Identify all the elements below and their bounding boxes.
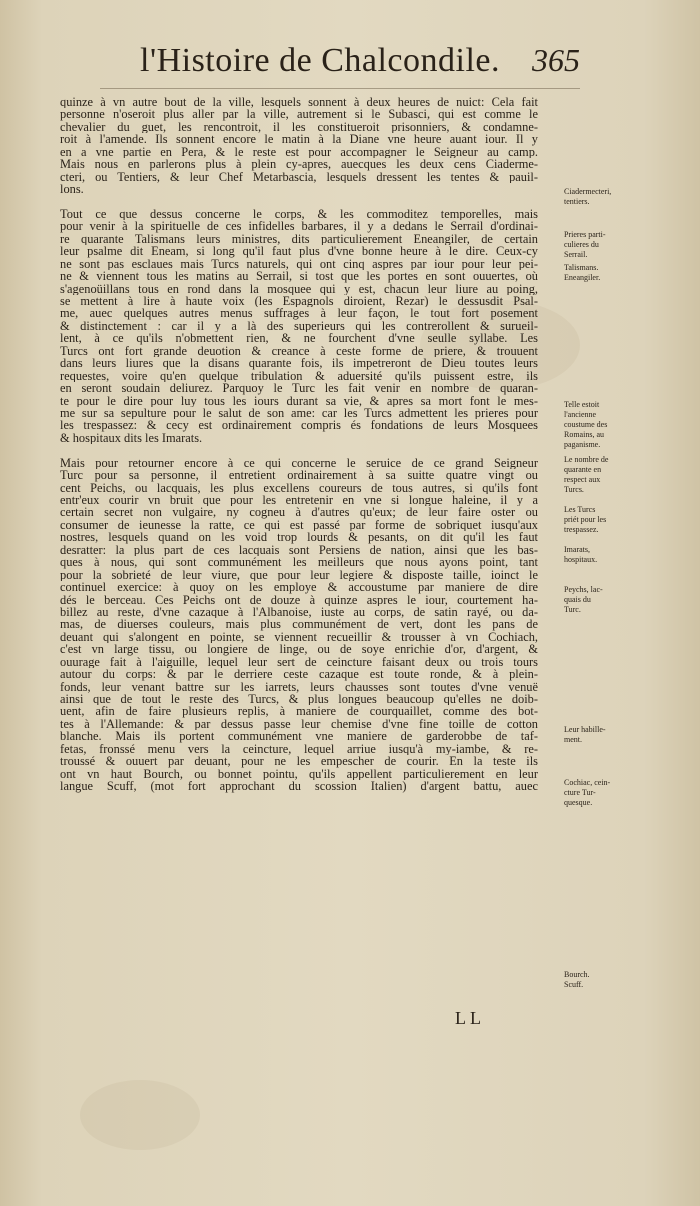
text-line: pour venir à la spirituelle de ces infidelles barbares, il y a dedans le Serrail d'ordinai- [60,220,538,233]
margin-note-line: Turcs. [564,485,584,494]
margin-note-line: Scuff. [564,980,584,989]
text-line: me, auec quelques autres menus suffrages à leur façon, le tout fort posement [60,307,538,320]
body-text [60,96,538,793]
text-line: desratter: la plus part de ces lacquais sont Persiens de nation, ainsi que les bas- [60,543,538,557]
text-line: lons. [60,183,84,196]
signature-mark: LL [455,1008,485,1028]
text-line: billez au reste, d'vne cazaque à l'Albanoise, iuste au corps, de satin rayé, ou da- [60,605,538,619]
text-line: ainsi que de tout le reste des Turcs, & plus longues beaucoup qu'elles ne doib- [60,693,538,706]
margin-note-line: respect aux [564,475,601,484]
margin-note-line: cture Tur- [564,788,596,797]
margin-note-line: Leur habille- [564,725,606,734]
margin-note-line: Les Turcs [564,505,596,514]
text-line: ne sont pas esclaues mais Turcs naturels, qui ont cinq aspres par iour pour leur pei- [60,257,538,271]
margin-note-line: culieres du [564,240,599,249]
margin-note-line: Ciadermecteri, [564,187,612,196]
text-line: autour du corps: & par le derriere ceste cazaque est toute ronde, & à plein- [60,668,538,681]
text-line: Mais nous en parlerons plus à plein cy-apres, auecques les deux cens Ciaderme- [60,158,538,171]
margin-note-line: quais du [564,595,591,604]
text-line: leur psalme dit Eneam, si long qu'il faut plus d'vne bonne heure à le dire. Ceux-cy [60,245,538,258]
text-line: tes à l'Allemande: & par dessus passe leur chemise d'vne fine toille de cotton [60,717,538,731]
text-line: Mais pour retourner encore à ce qui concerne le seruice de ce grand Seigneur [60,456,538,470]
text-line: ne & viennent tous les matins au Serrail, si tost que les portes en sont ouuertes, où [60,270,538,283]
margin-note-line: Prieres parti- [564,230,606,239]
margin-note-line: Serrail. [564,250,588,259]
margin-note [564,725,636,745]
page-number: 365 [532,42,580,78]
text-line: les trespassez: & cecy est ordinairement compris és fondations de leurs Mosquees [60,419,538,432]
text-line: quinze à vn autre bout de la ville, lesquels sonnent à deux heures de nuict: Cela fait [60,96,538,109]
margin-note [564,230,636,260]
text-line: cteri, ou Tentiers, & leur Chef Metarbascia, lesquels dressent les tentes & pauil- [60,170,538,184]
text-line: lent, à ce qu'ils n'obmettent rien, & ne fourchent d'vne seulle syllabe. Les [60,332,538,345]
margin-note-line: Turc. [564,605,581,614]
text-line: Turc pour sa personne, il entretient ordinairement à sa suitte quatre vingt ou [60,469,538,482]
text-line: se mettent à lire à haute voix (les Espagnols diroient, Rezar) le dessusdit Psal- [60,295,538,308]
text-line: ouurage fait à l'aiguille, lequel leur sert de ceincture faisant deux ou trois tours [60,655,538,669]
text-line: requestes, voire qu'en quelque tribulation & aduersité qu'ils puissent estre, ils [60,369,538,383]
margin-note [564,778,636,808]
margin-note-line: quesque. [564,798,593,807]
margin-note-line: Telle estoit [564,400,600,409]
text-line: blanche. Mais ils portent communément vne maniere de garderobbe de taf- [60,730,538,743]
text-line: & distinctement : car il y a là des superieurs qui les contrerollent & surueil- [60,319,538,333]
text-line: fonds, leur venant battre sur les iarrets, leurs chausses sont toutes d'vne venuë [60,680,538,693]
text-line: mas, de diuerses couleurs, mais plus communément de vert, dont les pans de [60,618,538,631]
text-line: Turcs ont fort grande deuotion & creance à ceste forme de priere, & trouuent [60,344,538,358]
text-line: langue Scuff, (mot fort approchant du scossion Italien) d'argent battu, auec [60,780,538,793]
text-line: roit à l'amende. Ils sonnent encore le matin à la Diane vne heure auant iour. Il y [60,133,538,146]
margin-note [564,970,636,990]
text-line: en seront soudain deliurez. Parquoy le Turc les fait venir en nombre de quaran- [60,382,538,395]
text-line: en a vne partie en Pera, & le reste est pour accompagner le Seigneur au camp. [60,145,538,159]
text-line: dés le berceau. Ces Peichs ont de douze à quinze aspres le iour, courtement ha- [60,593,538,606]
text-line: ques à nous, qui sont communément les meilleurs que nous ayons point, tant [60,556,538,569]
margin-note [564,400,636,450]
text-line: certain secret non vulgaire, ny cogneu à d'autres qu'eux; de leur faire oster ou [60,506,538,519]
text-line: continuel exercice: à quoy on les employe & accoustume par maniere de dire [60,581,538,594]
margin-note-line: Cochiac, cein- [564,778,611,787]
text-line: deuant qui s'alongent en pointe, se viennent recueillir & trousser à vn Cochiach, [60,630,538,644]
margin-note-line: Romains, au [564,430,604,439]
margin-note [564,455,636,495]
margin-note-line: Bourch. [564,970,590,979]
text-line: nostres, lesquels quand on les void trop lourds & pesants, on dit qu'il les faut [60,531,538,544]
text-line: s'agenoüillans tous en rond dans la mosquee qui y est, chacun leur liure au poing, [60,282,538,295]
margin-note-line: Imarats, [564,545,590,554]
paragraph-gap [60,444,538,456]
margin-note-line: Talismans. [564,263,599,272]
paragraph-gap [60,196,538,208]
text-line: re quarante Talismans leurs ministres, dits particulierement Eneangiler, de certain [60,232,538,246]
text-line: entr'eux courir vn bruit que pour les entretenir en vne si longue haleine, il y a [60,494,538,507]
text-line: personne n'oseroit plus aller par la ville, autrement si le Subasci, qui est comme le [60,108,538,121]
margin-note [564,187,636,207]
paper-stain [80,1080,200,1150]
text-line: c'est vn large tissu, ou longiere de linge, ou de soye enrichie d'or, d'argent, & [60,643,538,656]
text-line: uent, afin de faire plusieurs replis, à maniere de courquaillet, comme des bot- [60,705,538,718]
text-line: ont vn haut Bourch, ou bonnet pointu, qu'ils appellent particulierement en leur [60,767,538,781]
margin-note-line: paganisme. [564,440,601,449]
margin-note-line: Le nombre de [564,455,609,464]
margin-note-line: coustume des [564,420,608,429]
margin-note-line: Eneangiler. [564,273,601,282]
text-line: & hospitaux dits les Imarats. [60,431,203,445]
text-line: Tout ce que dessus concerne le corps, & les commoditez temporelles, mais [60,207,538,221]
text-line: fetas, fronssé menu vers la ceincture, lequel arriue iusqu'à my-iambe, & re- [60,742,538,756]
margin-note-line: priét pour les [564,515,607,524]
text-line: troussé & ouuert par deuant, pour ne les empescher de courir. En la teste ils [60,755,538,768]
margin-note-line: tentiers. [564,197,590,206]
margin-note [564,545,636,565]
page-header [140,40,580,90]
text-line: pour la sobrieté de leur viure, que pour leur legiere & dispostе taille, ioinct le [60,568,538,582]
margin-note [564,263,636,283]
margin-note-line: trespassez. [564,525,599,534]
margin-note-line: ment. [564,735,582,744]
margin-note [564,505,636,535]
text-line: consumer de ieunesse la ratte, ce qui est passé par forme de sobriquet iusqu'aux [60,518,538,532]
text-line: dans leurs liures que la disans quarante fois, ils impetreront de Dieu toutes leurs [60,357,538,370]
margin-note-line: hospitaux. [564,555,598,564]
text-line: chevalier du guet, les rencontroit, il les constitueroit prisonniers, & condamne- [60,120,538,134]
margin-note-line: l'ancienne [564,410,597,419]
text-line: cent Peichs, ou lacquais, les plus excellens coureurs de tous autres, si qu'ils font [60,481,538,494]
margin-note [564,585,636,615]
header-rule [100,88,580,89]
text-line: me sur sa sepulture pour le salut de son ame: car les Turcs admettent les prieres pour [60,406,538,420]
margin-note-line: quarante en [564,465,602,474]
margin-note-line: Peychs, lac- [564,585,603,594]
running-title: l'Histoire de Chalcondile. [140,42,500,79]
text-line: te pour le dire pour luy tous les iours durant sa vie, & apres sa mort font le mes- [60,394,538,407]
